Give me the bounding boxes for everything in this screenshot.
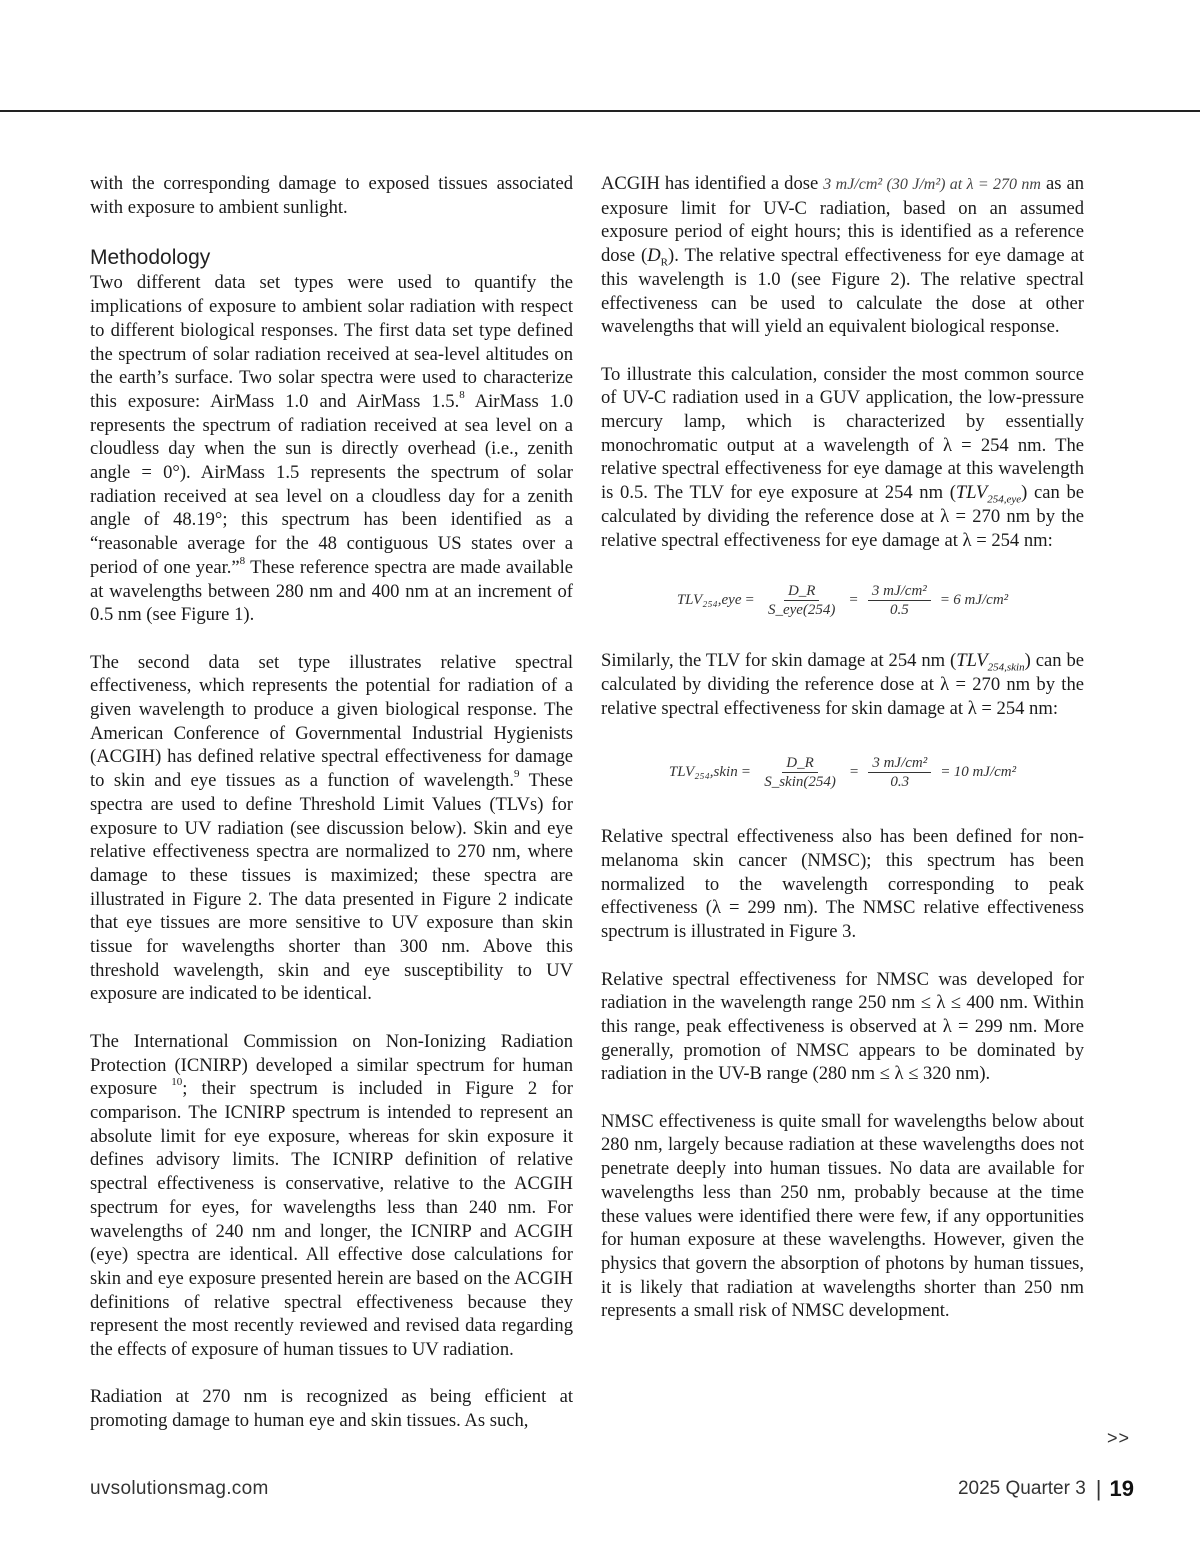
fraction: $\frac{\text{3 mJ/cm²}}{0.5}$ [868, 582, 931, 619]
section-heading-methodology: Methodology [90, 246, 211, 270]
equation-tlv-skin: TLV₂₅₄,skin = $\frac{D\_R}{\text{S\_skin(254)}}$ = $\frac{\text{3 mJ/cm²}}{0.3}$ = 10 mJ/cm² [668, 755, 1017, 791]
paragraph-270nm: Radiation at 270 nm is recognized as being efficient at promoting damage to human eye and skin tissues. As such, [90, 1386, 573, 1432]
header-rule [0, 110, 1200, 112]
paragraph-nmsc-small: NMSC effectiveness is quite small for wavelengths below about 280 nm, largely because radiation at these wavelengths does not penetrate deeply into human tissues. No data are available for wavelengths less than 250 nm, probably because at the time these values were identified there were few, if any opportunities for human exposure at these wavelengths. However, given the physics that govern the absorption of photons by human tissues, it is likely that radiation at wavelengths shorter than 250 nm represents a small risk of NMSC development. [601, 1110, 1084, 1322]
footer-site-url[interactable]: uvsolutionsmag.com [90, 1478, 269, 1499]
paragraph-nmsc-definition: Relative spectral effectiveness also has been defined for non-melanoma skin cancer (NMSC); this spectrum has been normalized to the wavelength corresponding to peak effectiveness (λ = 299 nm). The NMSC relative effectiveness spectrum is illustrated in Figure 3. [601, 826, 1084, 943]
right-column [601, 172, 1084, 1323]
page-number: 19 [1109, 1476, 1134, 1501]
paragraph-data-sets: Two different data set types were used to quantify the implications of exposure to ambient solar radiation with respect to different biological responses. The first data set type defined the spectrum of solar radiation received at sea-level altitudes on the earth’s surface. Two solar spectra were used to characterize this exposure: AirMass 1.0 and AirMass 1.5.$^8$ AirMass 1.0 represents the spectrum of radiation received at sea level on a cloudless day when the sun is directly overhead (i.e., zenith angle = 0°). AirMass 1.5 represents the spectrum of solar radiation received at sea level on a cloudless day for a zenith angle of 48.19°; this spectrum has been identified as a “reasonable average for the 48 contiguous US states over a period of one year.”$^8$ These reference spectra are made available at wavelengths between 280 nm and 400 nm at an increment of 0.5 nm (see Figure 1). [90, 272, 573, 626]
paragraph-intro-continued: with the corresponding damage to exposed tissues associated with exposure to ambient sunlight. [90, 173, 573, 218]
fraction: $\frac{D\_R}{\text{S\_eye(254)}}$ [767, 583, 836, 619]
reference-superscript: 10 [171, 1076, 183, 1089]
reference-superscript: 8 [239, 554, 246, 567]
footer-separator: | [1095, 1476, 1102, 1501]
fraction: $\frac{\text{3 mJ/cm²}}{0.3}$ [868, 754, 931, 791]
paragraph-reference-dose: ACGIH has identified a dose 3 mJ/cm² (30 J/m²) at λ = 270 nm as an exposure limit for UV-C radiation, based on an assumed exposure period of eight hours; this is identified as a reference dose $(D_R)$. The relative spectral effectiveness for eye damage at this wavelength is 1.0 (see Figure 2). The relative spectral effectiveness can be used to calculate the dose at other wavelengths that will yield an equivalent biological response. [601, 173, 1084, 338]
paragraph-skin-tlv: Similarly, the TLV for skin damage at 254 nm $(TLV_{254,skin})$ can be calculated by dividing the reference dose at λ = 270 nm by the relative spectral effectiveness for skin damage at λ = 254 nm: [601, 650, 1084, 719]
footer-issue [958, 1476, 1134, 1502]
fraction: $\frac{D\_R}{\text{S\_skin(254)}}$ [764, 755, 836, 791]
paragraph-nmsc-range: Relative spectral effectiveness for NMSC was developed for radiation in the wavelength range 250 nm ≤ λ ≤ 400 nm. Within this range, peak effectiveness is observed at λ = 299 nm. More generally, promotion of NMSC appears to be dominated by radiation in the UV-B range (280 nm ≤ λ ≤ 320 nm). [601, 968, 1084, 1085]
continued-arrow[interactable]: >> [1107, 1428, 1131, 1448]
reference-superscript: 8 [459, 388, 465, 401]
paragraph-icnirp: The International Commission on Non-Ionizing Radiation Protection (ICNIRP) developed a similar spectrum for human exposure $^{10}$; their spectrum is included in Figure 2 for comparison. The ICNIRP spectrum is intended to represent an absolute limit for eye exposure, whereas for skin exposure it defines advisory limits. The ICNIRP definition of relative spectral effectiveness is conservative, relative to the ACGIH spectrum for eyes, for wavelengths less than 240 nm. For wavelengths of 240 nm and longer, the ICNIRP and ACGIH (eye) spectra are identical. All effective dose calculations for skin and eye exposure presented herein are based on the ACGIH definitions of relative spectral effectiveness because they represent the most recently reviewed and revised data regarding the effects of exposure of human tissues to UV radiation. [90, 1030, 573, 1361]
left-column [90, 172, 573, 1433]
paragraph-mercury-lamp: To illustrate this calculation, consider the most common source of UV-C radiation used in a GUV application, the low-pressure mercury lamp, which is characterized by essentially monochromatic output at a wavelength of λ = 254 nm. The relative spectral effectiveness for eye damage at this wavelength is 0.5. The TLV for eye exposure at 254 nm $(TLV_{254,eye})$ can be calculated by dividing the reference dose at λ = 270 nm by the relative spectral effectiveness for eye damage at λ = 254 nm: [601, 363, 1084, 551]
paragraph-spectral-effectiveness: The second data set type illustrates relative spectral effectiveness, which represents the potential for radiation of a given wavelength to produce a given biological response. The American Conference of Governmental Industrial Hygienists (ACGIH) has defined relative spectral effectiveness for damage to skin and eye tissues as a function of wavelength.$^9$ These spectra are used to define Threshold Limit Values (TLVs) for exposure to UV radiation (see discussion below). Skin and eye relative effectiveness spectra are normalized to 270 nm, where damage to these tissues is maximized; these spectra are illustrated in Figure 2. The data presented in Figure 2 indicate that eye tissues are more sensitive to UV exposure than skin tissue for wavelengths shorter than 300 nm. Above this threshold wavelength, skin and eye susceptibility to UV exposure are indicated to be identical. [90, 651, 573, 1005]
footer-issue-label: 2025 Quarter 3 [957, 1478, 1086, 1499]
equation-tlv-eye: TLV₂₅₄,eye = $\frac{D\_R}{\text{S\_eye(254)}}$ = $\frac{\text{3 mJ/cm²}}{0.5}$ = 6 mJ/cm² [676, 583, 1009, 619]
inline-dose-formula: 3 mJ/cm² (30 J/m²) at λ = 270 nm [823, 176, 1041, 193]
reference-superscript: 9 [514, 767, 520, 780]
